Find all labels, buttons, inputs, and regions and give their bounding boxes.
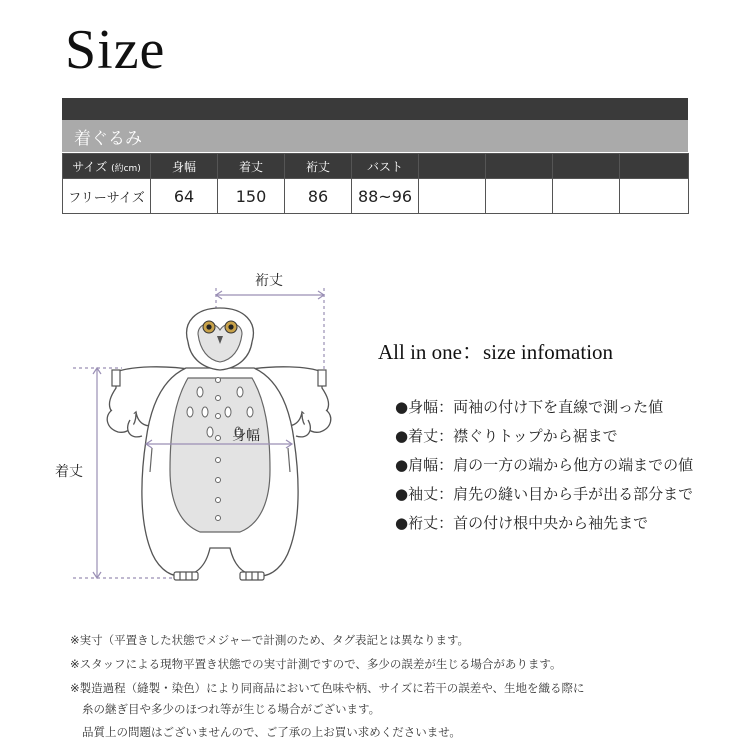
total-length-label: 着丈 bbox=[55, 464, 83, 480]
table-cell bbox=[620, 179, 689, 214]
info-title: All in one：size infomation bbox=[378, 340, 614, 364]
info-item: ●肩幅：肩の一方の端から他方の端までの値 bbox=[395, 456, 694, 474]
size-table bbox=[62, 153, 689, 214]
sleeve-length-label: 裄丈 bbox=[255, 273, 283, 289]
note-line: 品質上の問題はございませんので、ご了承の上お買い求めくださいませ。 bbox=[82, 725, 461, 739]
feet bbox=[174, 572, 264, 580]
info-item: ●着丈：襟ぐりトップから裾まで bbox=[395, 427, 618, 445]
cuff-right bbox=[318, 370, 326, 386]
header-band bbox=[62, 98, 688, 120]
note-line: ※実寸（平置きした状態でメジャーで計測のため、タグ表記とは異なります。 bbox=[70, 633, 470, 647]
costume-diagram bbox=[40, 260, 350, 590]
table-cell: 88~96 bbox=[352, 179, 419, 214]
category-band bbox=[62, 120, 688, 152]
table-header-cell bbox=[620, 154, 689, 179]
table-header-cell: バスト bbox=[352, 154, 419, 179]
info-item: ●裄丈：首の付け根中央から袖先まで bbox=[395, 514, 649, 532]
note-line: 糸の継ぎ目や多少のほつれ等が生じる場合がございます。 bbox=[82, 702, 381, 716]
cuff-left bbox=[112, 370, 120, 386]
belly-panel bbox=[170, 378, 270, 532]
table-cell: 150 bbox=[218, 179, 285, 214]
table-header-cell: サイズ (約cm) bbox=[63, 154, 151, 179]
body-width-label: 身幅 bbox=[232, 428, 260, 444]
page-title: Size bbox=[65, 19, 166, 81]
table-cell: 64 bbox=[151, 179, 218, 214]
table-row bbox=[63, 179, 689, 214]
table-cell bbox=[553, 179, 620, 214]
table-header-row bbox=[63, 154, 689, 179]
table-header-cell: 身幅 bbox=[151, 154, 218, 179]
note-line: ※スタッフによる現物平置き状態での実寸計測ですので、多少の誤差が生じる場合があります。 bbox=[70, 657, 562, 671]
category-label: 着ぐるみ bbox=[74, 129, 142, 149]
table-header-cell: 裄丈 bbox=[285, 154, 352, 179]
table-cell bbox=[419, 179, 486, 214]
note-line: ※製造過程（縫製・染色）により同商品において色味や柄、サイズに若干の誤差や、生地を織る際に bbox=[70, 681, 585, 695]
table-cell: フリーサイズ bbox=[63, 179, 151, 214]
info-item: ●袖丈：肩先の縫い目から手が出る部分まで bbox=[395, 485, 694, 503]
table-header-cell bbox=[419, 154, 486, 179]
table-header-cell bbox=[553, 154, 620, 179]
table-header-cell: 着丈 bbox=[218, 154, 285, 179]
table-cell bbox=[486, 179, 553, 214]
owl-hood bbox=[187, 308, 254, 370]
table-cell: 86 bbox=[285, 179, 352, 214]
table-header-cell bbox=[486, 154, 553, 179]
info-item: ●身幅：両袖の付け下を直線で測った値 bbox=[395, 398, 664, 416]
